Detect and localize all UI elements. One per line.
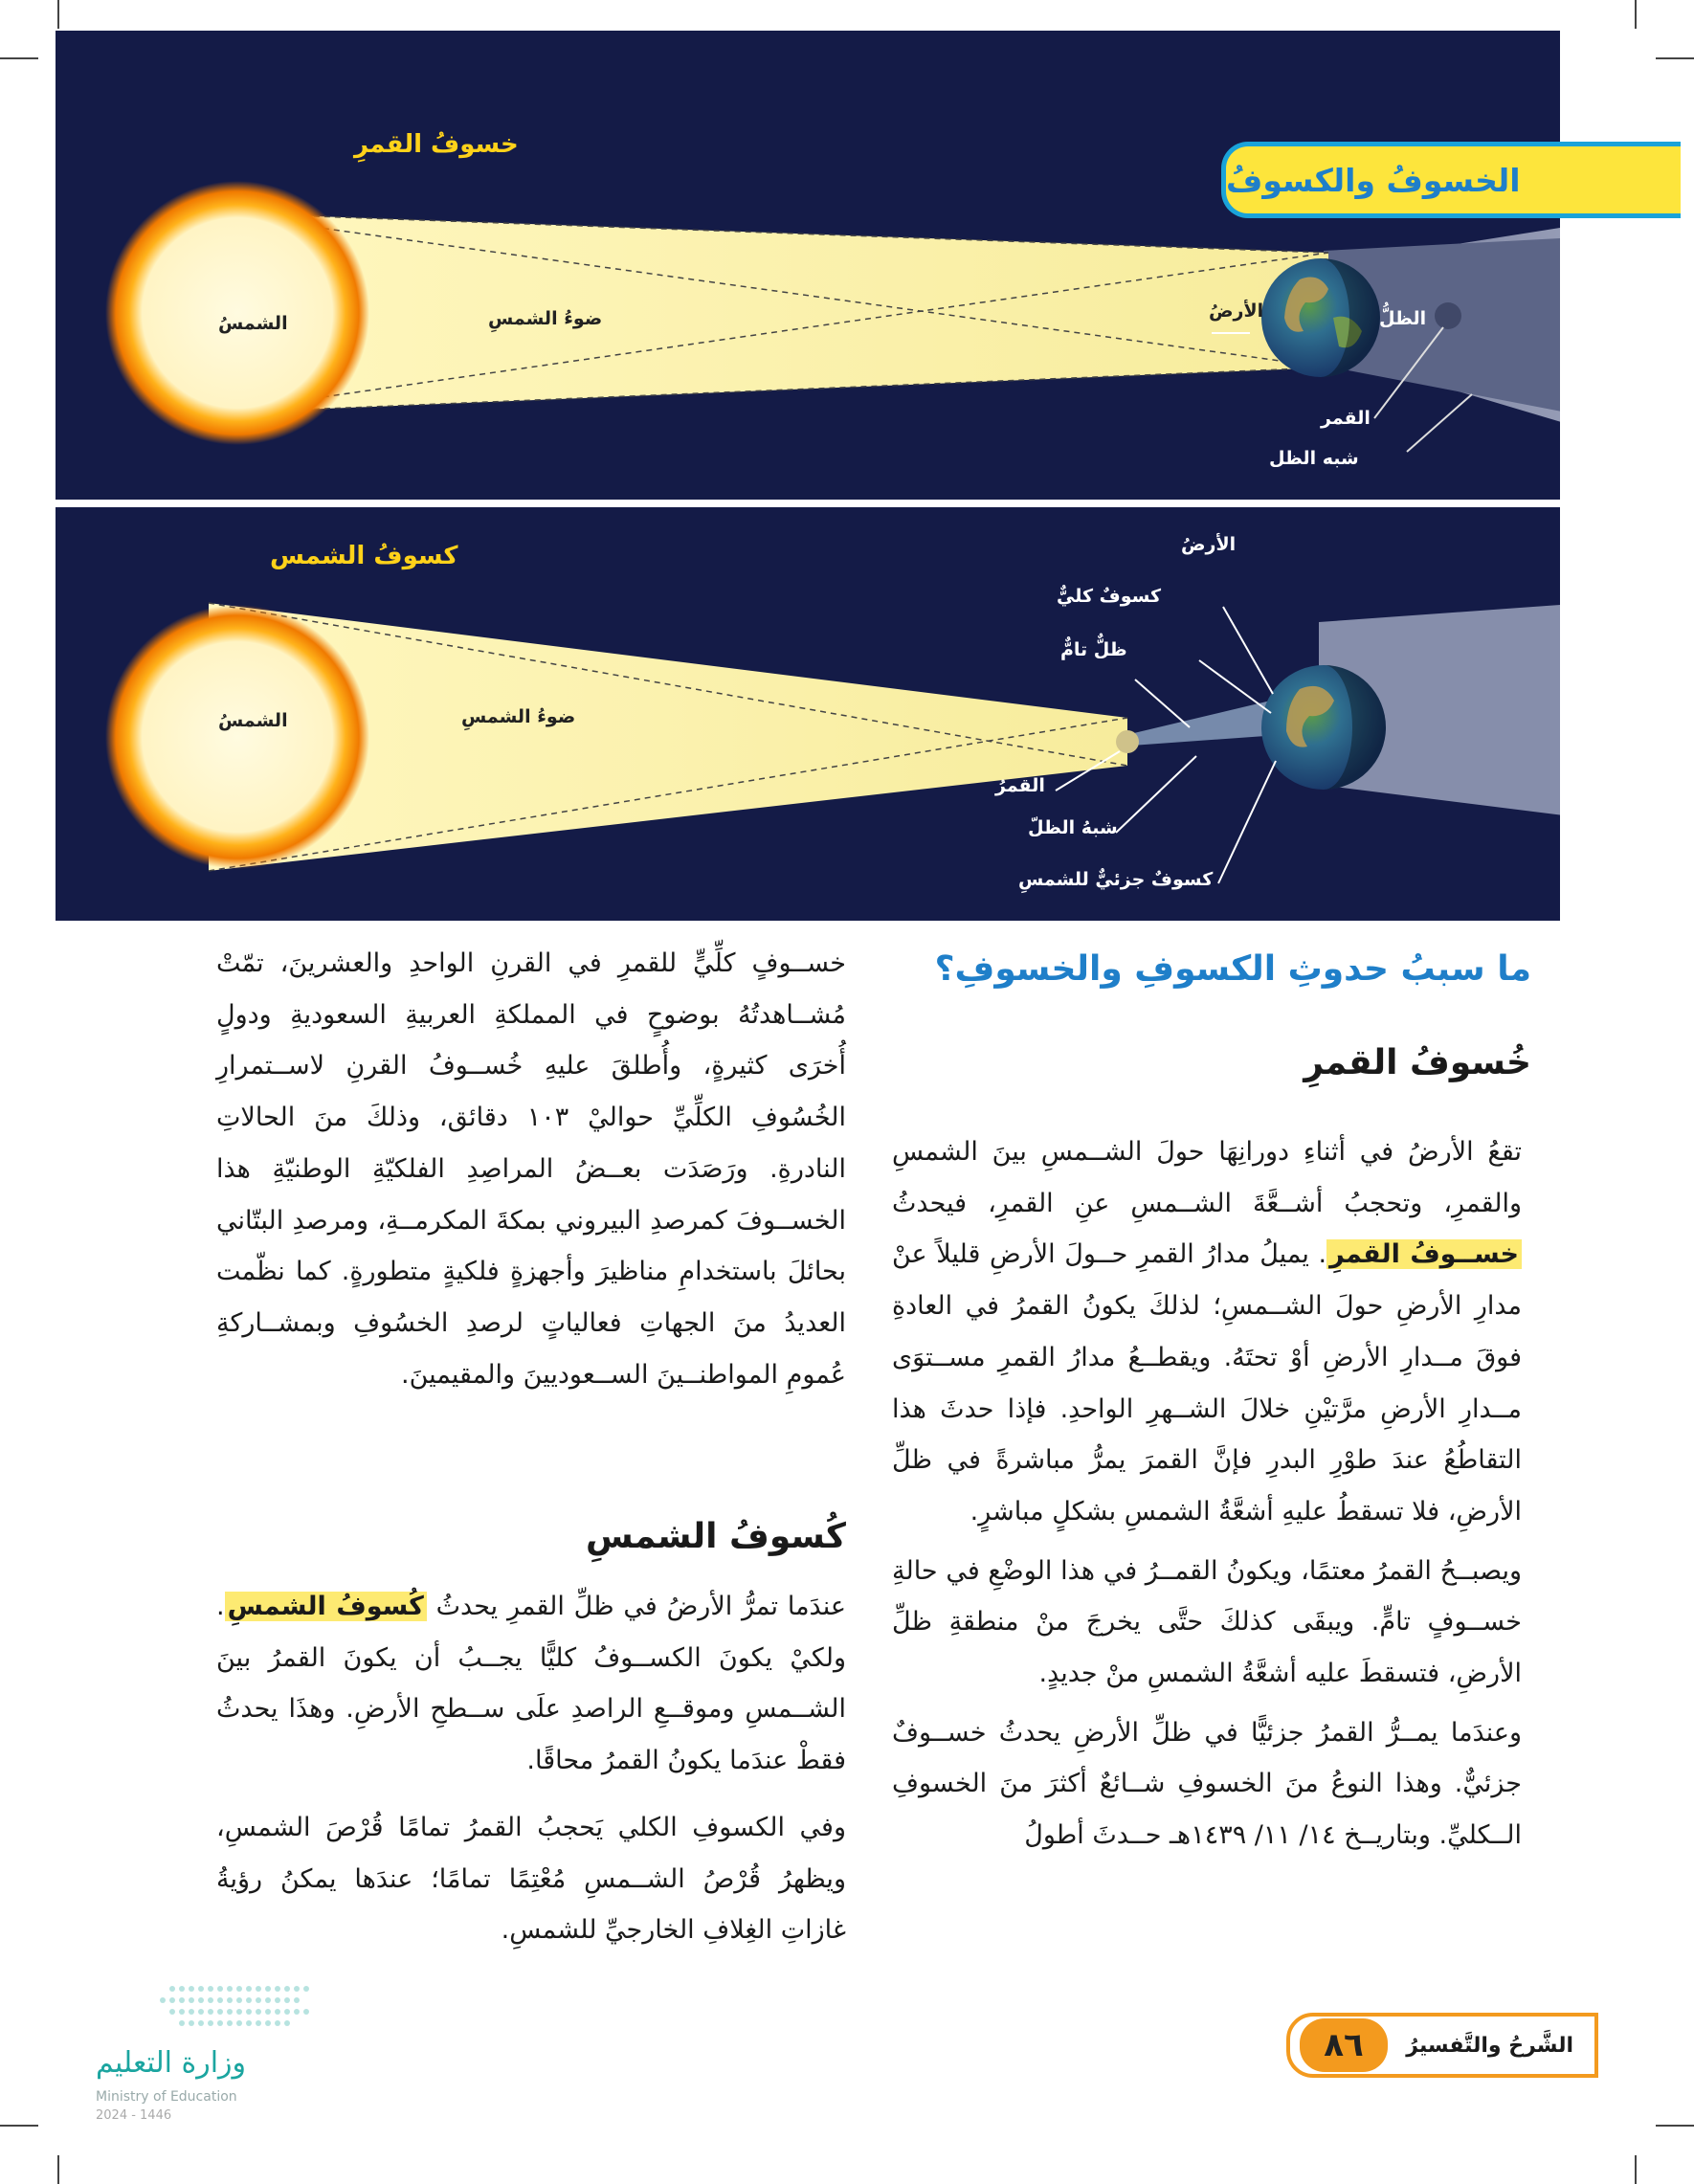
text-run: . يميلُ مدارُ القمرِ حــولَ الأرضِ قليلاً عنْ مدارِ الأرضِ حولَ الشــمسِ؛ لذلكَ يكونُ القمرُ في العادةِ فوقَ مــدارِ الأرضِ أوْ تحتَهُ. ويقطــعُ مدارُ القمرِ مســتوَى مــدارِ الأرضِ مرَّتيْنِ خلالَ الشــهرِ الواحدِ. فإذا حدثَ هذا التقاطُعُ عندَ طوْرِ البدرِ فإنَّ القمرَ يمرُّ مباشرةً في ظلِّ الأرضِ، فلا تسقطُ عليهِ أشعَّةُ الشمسِ بشكلٍ مباشرٍ. [892,1239,1522,1527]
sunlight-label: ضوءُ الشمسِ [461,706,576,727]
ministry-name-ar: وزارة التعليم [96,2046,247,2080]
section-title-tab: الخسوفُ والكسوفُ [1221,142,1681,218]
solar-paragraph-2: وفي الكسوفِ الكلي يَحجبُ القمرُ تمامًا قُرْصَ الشمسِ، ويظهرُ قُرْصُ الشــمسِ مُعْتِمًا تمامًا؛ عندَها يمكنُ رؤيةُ غازاتِ الغِلافِ الخارجيِّ للشمسِ. [216,1812,846,1946]
lunar-paragraph-1 [892,1126,1522,1538]
crop-mark [57,2155,59,2184]
left-column [216,938,846,1400]
earth-label: الأرضُ [1209,301,1264,322]
umbra-label: ظلٌّ تامٌّ [1060,639,1127,660]
solar-eclipse-text [216,1581,846,1956]
lunar-paragraph-2: ويصبــحُ القمرُ معتمًا، ويكونُ القمــرُ في هذا الوضْعِ في حالةِ خســوفٍ تامٍّ. ويبقَى كذلكَ حتَّى يخرجَ منْ منطقةِ ظلِّ الأرضِ، فتسقطَ عليه أشعَّةُ الشمسِ منْ جديدٍ. [892,1555,1522,1689]
text-run: . ولكيْ يكونَ الكســوفُ كليًّا يجــبُ أن يكونَ القمرُ بينَ الشــمسِ وموقــعِ الراصدِ علَى ســطحِ الأرضِ. وهذَا يحدثُ فقطْ عندَما يكونُ القمرُ محاقًا. [216,1592,846,1776]
highlight-term-solar: كُسوفُ الشمسِ [225,1592,427,1621]
crop-mark [1635,0,1637,29]
sun-label: الشمسُ [218,710,288,731]
lunar-eclipse-diagram [56,31,1560,500]
total-eclipse-label: كسوفٌ كليٌّ [1057,586,1162,607]
sunlight-label: ضوءُ الشمسِ [488,308,603,329]
partial-eclipse-label: كسوفٌ جزئيٌّ للشمسِ [1018,869,1214,890]
crop-mark [1635,2155,1637,2184]
ministry-name-en: Ministry of Education [96,2089,237,2105]
page-number: ٨٦ [1300,2018,1388,2072]
lunar-eclipse-heading: خُسوفُ القمرِ [1304,1043,1531,1082]
solar-paragraph-1 [216,1581,846,1787]
crop-mark [0,2125,38,2127]
question-heading: ما سببُ حدوثِ الكسوفِ والخسوفِ؟ [934,949,1531,989]
earth-label: الأرضُ [1181,534,1237,555]
crop-mark [1656,2125,1694,2127]
footer-label: الشَّرحُ والتَّفسيرُ [1406,2033,1573,2058]
crop-mark [0,57,38,59]
moon-disc [1116,730,1139,753]
solar-eclipse-diagram [56,507,1560,921]
ministry-year: 2024 - 1446 [96,2108,172,2123]
solar-eclipse-heading: كُسوفُ الشمسِ [585,1517,846,1556]
lunar-eclipse-text [892,1126,1522,1861]
crop-mark [57,0,59,29]
lunar-paragraph-3: وعندَما يمــرُّ القمرُ جزئيًّا في ظلِّ الأرضِ يحدثُ خســوفٌ جزئيٌّ. وهذا النوعُ منَ الخسوفِ شــائعٌ أكثرَ منَ الخسوفِ الــكليِّ. وبتاريــخ ١٤/ ١١/ ١٤٣٩هـ حــدثَ أطولُ [892,1717,1522,1851]
moon-label: القمر [1321,408,1371,429]
penumbra-label: شبهُ الظلّ [1028,817,1118,838]
moon-label: القمرُ [995,775,1045,796]
moon-disc [1435,302,1461,329]
text-run: تقعُ الأرضُ في أثناءِ دورانِهَا حولَ الشــمسِ بينَ الشمسِ والقمرِ، وتحجبُ أشــعَّةَ الشــمسِ عنِ القمرِ، فيحدثُ [892,1137,1522,1218]
solar-diagram-title: كسوفُ الشمس [270,542,458,570]
crop-mark [1656,57,1694,59]
sun-disc [105,605,369,869]
text-run: عندَما تمرُّ الأرضُ في ظلِّ القمرِ يحدثُ [435,1592,846,1621]
penumbra-label: شبه الظل [1269,448,1359,469]
lunar-diagram-title: خسوفُ القمرِ [354,130,519,159]
highlight-term-lunar: خســوفُ القمرِ [1326,1239,1522,1269]
lunar-eclipse-illustration [56,31,1560,500]
shadow-label: الظلُّ [1379,308,1427,329]
sun-label: الشمسُ [218,313,288,334]
sunlight-beam [209,212,1328,413]
lunar-continued-paragraph: خســوفٍ كلِّيٍّ للقمرِ في القرنِ الواحدِ والعشرينَ، تمّتْ مُشــاهدتُهُ بوضوحٍ في المملكةِ العربيةِ السعوديةِ ودولٍ أُخرَى كثيرةٍ، وأُطلقَ عليهِ خُســوفُ القرنِ لاســتمرارِ الخُسُوفِ الكلِّيِّ حواليْ ١٠٣ دقائق، وذلكَ منَ الحالاتِ النادرةِ. ورَصَدَت بعــضُ المراصِدِ الفلكيّةِ الوطنيّةِ هذا الخســوفَ كمرصدِ البيروني بمكةَ المكرمــةِ، ومرصدِ البتّاني بحائلَ باستخدامِ مناظيرَ وأجهزةٍ فلكيةٍ متطورةٍ. كما نظّمت العديدُ منَ الجهاتِ فعالياتٍ لرصدِ الخسُوفِ وبمشــاركةِ عُمومِ المواطنــينَ الســعوديينَ والمقيمينَ. [216,948,846,1390]
